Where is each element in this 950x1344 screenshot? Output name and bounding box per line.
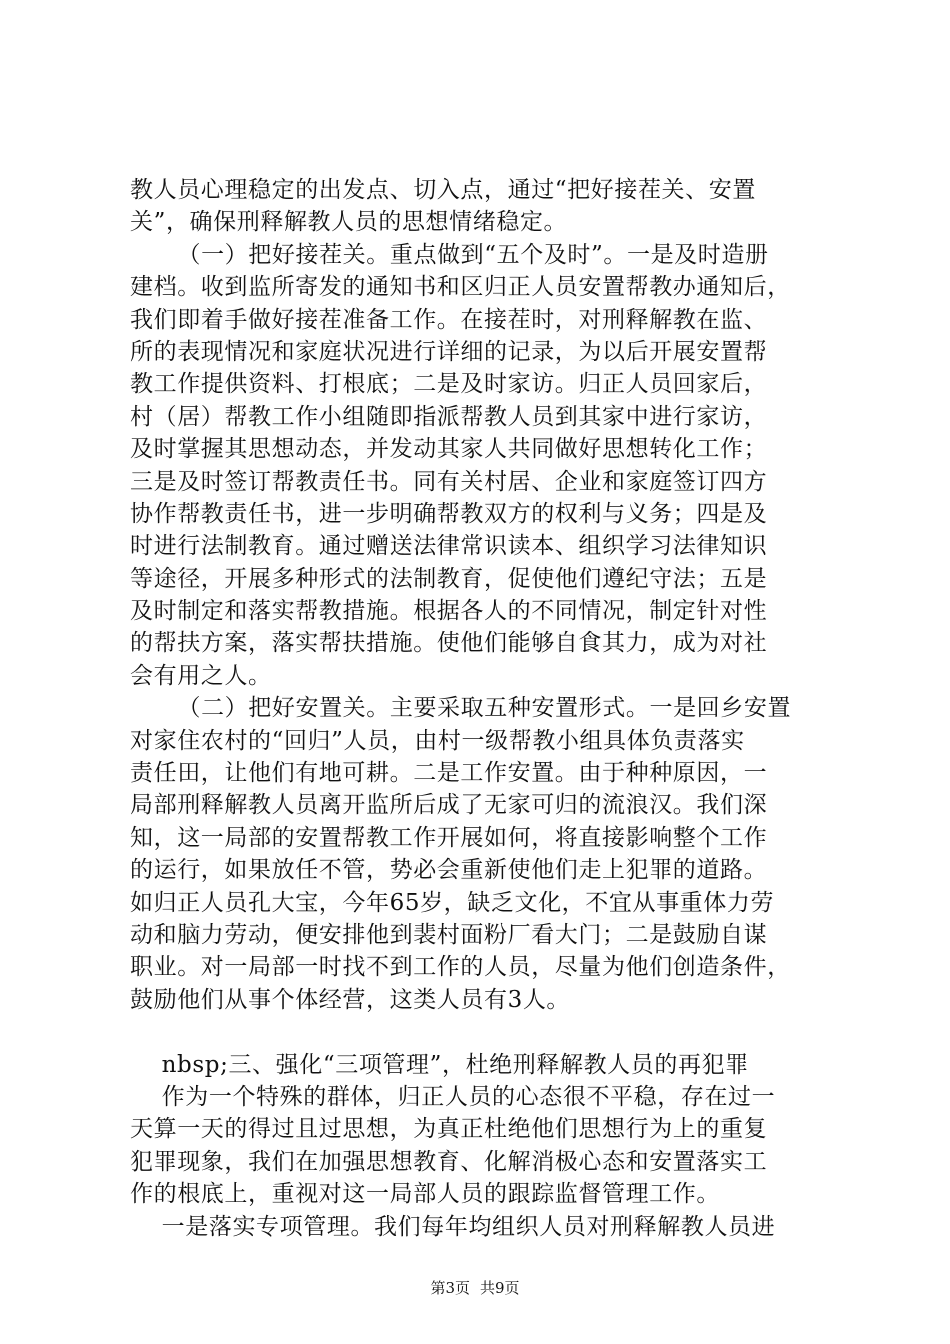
text-line: 作的根底上，重视对这一局部人员的跟踪监督管理工作。 bbox=[130, 1181, 720, 1208]
text-line: 关”，确保刑释解教人员的思想情绪稳定。 bbox=[130, 209, 568, 236]
text-line: 一是落实专项管理。我们每年均组织人员对刑释解教人员进 bbox=[130, 1213, 776, 1240]
text-line: 的帮扶方案，落实帮扶措施。使他们能够自食其力，成为对社 bbox=[130, 630, 768, 657]
text-line: 作为一个特殊的群体，归正人员的心态很不平稳，存在过一 bbox=[130, 1083, 776, 1110]
page-total: 共9页 bbox=[480, 1279, 520, 1297]
text-line: 教人员心理稳定的出发点、切入点，通过“把好接茬关、安置 bbox=[130, 177, 756, 203]
page-footer bbox=[0, 1278, 950, 1298]
page-number: 第3页 bbox=[430, 1279, 470, 1297]
section-heading: nbsp;三、强化“三项管理”，杜绝刑释解教人员的再犯罪 bbox=[130, 1051, 749, 1078]
text-line: 教工作提供资料、打根底；二是及时家访。归正人员回家后， bbox=[130, 371, 768, 398]
text-line: （二）把好安置关。主要采取五种安置形式。一是回乡安置 bbox=[130, 695, 792, 722]
text-line: 等途径，开展多种形式的法制教育，促使他们遵纪守法；五是 bbox=[130, 565, 768, 592]
text-line: 三是及时签订帮教责任书。同有关村居、企业和家庭签订四方 bbox=[130, 468, 768, 495]
text-line: 天算一天的得过且过思想，为真正杜绝他们思想行为上的重复 bbox=[130, 1116, 768, 1143]
text-line: 村（居）帮教工作小组随即指派帮教人员到其家中进行家访， bbox=[130, 403, 768, 430]
text-line: 我们即着手做好接茬准备工作。在接茬时，对刑释解教在监、 bbox=[130, 306, 768, 333]
text-line: 所的表现情况和家庭状况进行详细的记录，为以后开展安置帮 bbox=[130, 338, 768, 365]
text-line: 对家住农村的“回归”人员，由村一级帮教小组具体负责落实 bbox=[130, 727, 745, 754]
text-line: 及时掌握其思想动态，并发动其家人共同做好思想转化工作； bbox=[130, 436, 768, 463]
text-line: 建档。收到监所寄发的通知书和区归正人员安置帮教办通知后， bbox=[130, 274, 791, 301]
text-line: 如归正人员孔大宝，今年65岁，缺乏文化，不宜从事重体力劳 bbox=[130, 889, 775, 916]
paragraph-gap bbox=[130, 1016, 835, 1048]
text-line: （一）把好接茬关。重点做到“五个及时”。一是及时造册 bbox=[130, 241, 769, 268]
text-line: 及时制定和落实帮教措施。根据各人的不同情况，制定针对性 bbox=[130, 598, 768, 625]
text-line: 会有用之人。 bbox=[130, 662, 272, 689]
document-body bbox=[130, 174, 835, 1243]
text-line: 协作帮教责任书，进一步明确帮教双方的权利与义务；四是及 bbox=[130, 500, 768, 527]
text-line: 犯罪现象，我们在加强思想教育、化解消极心态和安置落实工 bbox=[130, 1148, 768, 1175]
text-line: 责任田，让他们有地可耕。二是工作安置。由于种种原因，一 bbox=[130, 760, 768, 787]
text-line: 的运行，如果放任不管，势必会重新使他们走上犯罪的道路。 bbox=[130, 857, 768, 884]
text-line: 动和脑力劳动，便安排他到裴村面粉厂看大门；二是鼓励自谋 bbox=[130, 921, 768, 948]
text-line: 时进行法制教育。通过赠送法律常识读本、组织学习法律知识 bbox=[130, 533, 768, 560]
text-line: 局部刑释解教人员离开监所后成了无家可归的流浪汉。我们深 bbox=[130, 792, 768, 819]
text-line: 知，这一局部的安置帮教工作开展如何，将直接影响整个工作 bbox=[130, 824, 768, 851]
text-line: 职业。对一局部一时找不到工作的人员，尽量为他们创造条件， bbox=[130, 954, 791, 981]
text-line: 鼓励他们从事个体经营，这类人员有3人。 bbox=[130, 986, 571, 1013]
